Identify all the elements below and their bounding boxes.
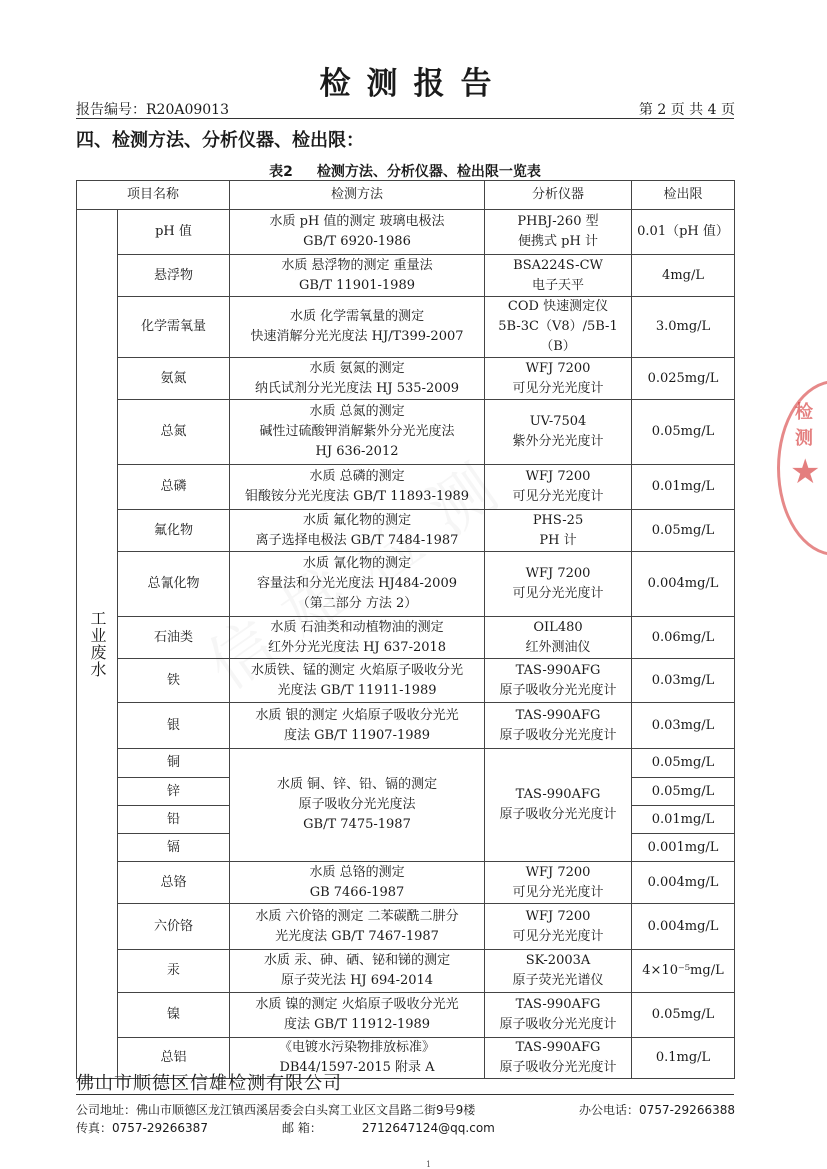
instrument-cell: OIL480 红外测油仪 bbox=[485, 617, 632, 659]
method-cell: 水质 总磷的测定 钼酸铵分光光度法 GB/T 11893-1989 bbox=[230, 465, 485, 510]
limit-cell: 0.01mg/L bbox=[632, 465, 735, 510]
table-row bbox=[77, 659, 735, 703]
limit-cell: 0.03mg/L bbox=[632, 703, 735, 749]
method-cell: 水质 银的测定 火焰原子吸收分光光 度法 GB/T 11907-1989 bbox=[230, 703, 485, 749]
item-name: 银 bbox=[118, 703, 230, 749]
page-number: 第 2 页 共 4 页 bbox=[638, 102, 735, 118]
instrument-cell: BSA224S-CW 电子天平 bbox=[485, 255, 632, 297]
instrument-cell: TAS-990AFG 原子吸收分光光度计 bbox=[485, 659, 632, 703]
table-row bbox=[77, 617, 735, 659]
method-cell: 水质 石油类和动植物油的测定 红外分光光度法 HJ 637-2018 bbox=[230, 617, 485, 659]
item-name: 总铬 bbox=[118, 862, 230, 904]
method-cell: 水质 铜、锌、铅、镉的测定 原子吸收分光光度法 GB/T 7475-1987 bbox=[230, 749, 485, 862]
instrument-cell: COD 快速测定仪 5B-3C（V8）/5B-1（B） bbox=[485, 297, 632, 358]
instrument-cell: TAS-990AFG 原子吸收分光光度计 bbox=[485, 993, 632, 1038]
item-name: 镉 bbox=[118, 834, 230, 862]
fax-number: 传真：0757-29266387 bbox=[76, 1121, 208, 1135]
instrument-cell: TAS-990AFG 原子吸收分光光度计 bbox=[485, 749, 632, 862]
limit-cell: 0.03mg/L bbox=[632, 659, 735, 703]
item-name: pH 值 bbox=[118, 210, 230, 255]
item-name: 石油类 bbox=[118, 617, 230, 659]
category-label: 工业废水 bbox=[88, 610, 107, 678]
instrument-cell: WFJ 7200 可见分光光度计 bbox=[485, 358, 632, 400]
item-name: 氨氮 bbox=[118, 358, 230, 400]
item-name: 总铝 bbox=[118, 1038, 230, 1079]
table-row bbox=[77, 862, 735, 904]
instrument-cell: PHS-25 PH 计 bbox=[485, 510, 632, 552]
instrument-cell: WFJ 7200 可见分光光度计 bbox=[485, 862, 632, 904]
header-method: 检测方法 bbox=[230, 181, 485, 210]
email-address: 2712647124@qq.com bbox=[361, 1121, 495, 1135]
table-caption-text: 检测方法、分析仪器、检出限一览表 bbox=[316, 164, 541, 180]
table-row bbox=[77, 400, 735, 465]
office-phone: 办公电话：0757-29266388 bbox=[579, 1103, 735, 1117]
limit-cell: 4×10⁻⁵mg/L bbox=[632, 950, 735, 993]
table-row bbox=[77, 950, 735, 993]
item-name: 总氮 bbox=[118, 400, 230, 465]
method-cell: 水质 pH 值的测定 玻璃电极法 GB/T 6920-1986 bbox=[230, 210, 485, 255]
limit-cell: 0.004mg/L bbox=[632, 904, 735, 950]
table-row bbox=[77, 703, 735, 749]
limit-cell: 0.05mg/L bbox=[632, 510, 735, 552]
limit-cell: 0.05mg/L bbox=[632, 993, 735, 1038]
seal-star-icon: ★ bbox=[790, 452, 821, 492]
item-name: 化学需氧量 bbox=[118, 297, 230, 358]
instrument-cell: TAS-990AFG 原子吸收分光光度计 bbox=[485, 703, 632, 749]
table-caption-label: 表2 bbox=[269, 164, 293, 180]
report-title: 检测报告 bbox=[319, 66, 508, 102]
table-row bbox=[77, 210, 735, 255]
email-label: 邮 箱： bbox=[282, 1121, 322, 1135]
item-name: 铜 bbox=[118, 749, 230, 778]
header-rule bbox=[76, 118, 734, 119]
instrument-cell: PHBJ-260 型 便携式 pH 计 bbox=[485, 210, 632, 255]
method-cell: 水质 悬浮物的测定 重量法 GB/T 11901-1989 bbox=[230, 255, 485, 297]
item-name: 六价铬 bbox=[118, 904, 230, 950]
page-marker: 1 bbox=[426, 1160, 432, 1169]
company-address: 公司地址：佛山市顺德区龙江镇西溪居委会白头窝工业区文昌路二街9号9楼 bbox=[76, 1103, 476, 1117]
limit-cell: 0.06mg/L bbox=[632, 617, 735, 659]
method-cell: 水质 总铬的测定 GB 7466-1987 bbox=[230, 862, 485, 904]
method-cell: 水质 化学需氧量的测定 快速消解分光光度法 HJ/T399-2007 bbox=[230, 297, 485, 358]
header-item: 项目名称 bbox=[77, 181, 230, 210]
table-row bbox=[77, 358, 735, 400]
limit-cell: 0.01mg/L bbox=[632, 806, 735, 834]
limit-cell: 0.001mg/L bbox=[632, 834, 735, 862]
limit-cell: 0.01（pH 值） bbox=[632, 210, 735, 255]
table-caption bbox=[76, 161, 734, 181]
item-name: 铁 bbox=[118, 659, 230, 703]
instrument-cell: WFJ 7200 可见分光光度计 bbox=[485, 465, 632, 510]
footer-rule bbox=[76, 1094, 734, 1095]
item-name: 铅 bbox=[118, 806, 230, 834]
report-number: 报告编号：R20A09013 bbox=[76, 102, 230, 118]
table-row bbox=[77, 255, 735, 297]
category-cell bbox=[77, 210, 118, 1079]
table-row bbox=[77, 904, 735, 950]
method-cell: 《电镀水污染物排放标准》 DB44/1597-2015 附录 A bbox=[230, 1038, 485, 1079]
item-name: 总磷 bbox=[118, 465, 230, 510]
method-cell: 水质 总氮的测定 碱性过硫酸钾消解紫外分光光度法 HJ 636-2012 bbox=[230, 400, 485, 465]
limit-cell: 4mg/L bbox=[632, 255, 735, 297]
table-row bbox=[77, 510, 735, 552]
table-row bbox=[77, 993, 735, 1038]
limit-cell: 0.05mg/L bbox=[632, 778, 735, 806]
method-cell: 水质铁、锰的测定 火焰原子吸收分光 光度法 GB/T 11911-1989 bbox=[230, 659, 485, 703]
limit-cell: 0.004mg/L bbox=[632, 862, 735, 904]
method-cell: 水质 氰化物的测定 容量法和分光光度法 HJ484-2009 （第二部分 方法 2） bbox=[230, 552, 485, 617]
limit-cell: 0.05mg/L bbox=[632, 400, 735, 465]
method-cell: 水质 氟化物的测定 离子选择电极法 GB/T 7484-1987 bbox=[230, 510, 485, 552]
table-header-row bbox=[77, 181, 735, 210]
instrument-cell: TAS-990AFG 原子吸收分光光度计 bbox=[485, 1038, 632, 1079]
limit-cell: 0.025mg/L bbox=[632, 358, 735, 400]
item-name: 悬浮物 bbox=[118, 255, 230, 297]
item-name: 锌 bbox=[118, 778, 230, 806]
methods-table bbox=[76, 180, 735, 1079]
method-cell: 水质 氨氮的测定 纳氏试剂分光光度法 HJ 535-2009 bbox=[230, 358, 485, 400]
table-row bbox=[77, 749, 735, 778]
method-cell: 水质 六价铬的测定 二苯碳酰二肼分 光光度法 GB/T 7467-1987 bbox=[230, 904, 485, 950]
company-name: 佛山市顺德区信雄检测有限公司 bbox=[76, 1073, 342, 1094]
header-limit: 检出限 bbox=[632, 181, 735, 210]
header-instrument: 分析仪器 bbox=[485, 181, 632, 210]
seal-text: 检 测 bbox=[795, 402, 813, 449]
limit-cell: 0.1mg/L bbox=[632, 1038, 735, 1079]
table-row bbox=[77, 465, 735, 510]
section-heading: 四、检测方法、分析仪器、检出限： bbox=[76, 130, 364, 151]
instrument-cell: WFJ 7200 可见分光光度计 bbox=[485, 552, 632, 617]
instrument-cell: UV-7504 紫外分光光度计 bbox=[485, 400, 632, 465]
limit-cell: 3.0mg/L bbox=[632, 297, 735, 358]
method-cell: 水质 汞、砷、硒、铋和锑的测定 原子荧光法 HJ 694-2014 bbox=[230, 950, 485, 993]
table-row bbox=[77, 297, 735, 358]
item-name: 总氰化物 bbox=[118, 552, 230, 617]
instrument-cell: SK-2003A 原子荧光光谱仪 bbox=[485, 950, 632, 993]
instrument-cell: WFJ 7200 可见分光光度计 bbox=[485, 904, 632, 950]
table-row bbox=[77, 552, 735, 617]
email bbox=[282, 1119, 495, 1136]
limit-cell: 0.05mg/L bbox=[632, 749, 735, 778]
limit-cell: 0.004mg/L bbox=[632, 552, 735, 617]
method-cell: 水质 镍的测定 火焰原子吸收分光光 度法 GB/T 11912-1989 bbox=[230, 993, 485, 1038]
item-name: 镍 bbox=[118, 993, 230, 1038]
item-name: 汞 bbox=[118, 950, 230, 993]
item-name: 氟化物 bbox=[118, 510, 230, 552]
